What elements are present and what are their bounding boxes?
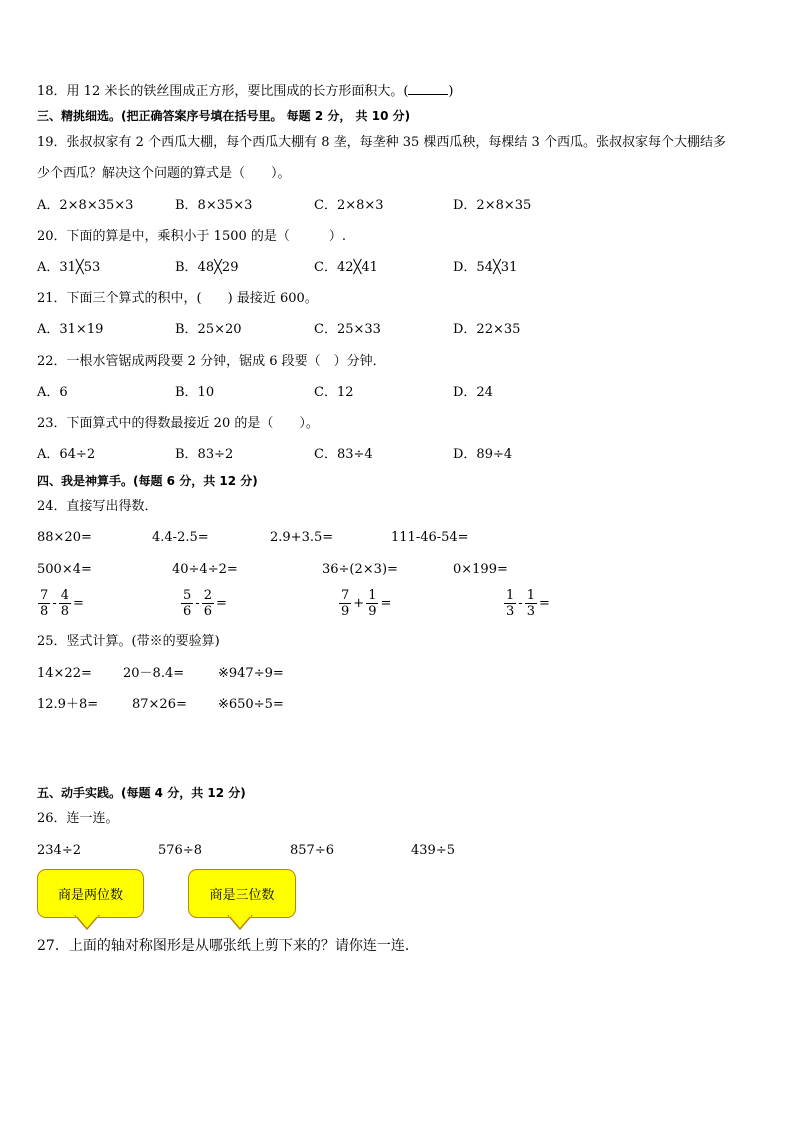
fraction-expression: $\frac{7}{9}$ + $\frac{1}{9}$ = xyxy=(341,588,392,619)
expression: 2.9+3.5= xyxy=(270,530,334,545)
expression: 0×199= xyxy=(453,562,508,577)
fraction-expression: $\frac{7}{8}$ - $\frac{4}{8}$ = xyxy=(40,588,84,619)
option-a[interactable]: A．31╳53 xyxy=(37,260,101,275)
bubble-three-digit[interactable] xyxy=(188,869,296,929)
option-d[interactable]: D．89÷4 xyxy=(453,447,513,462)
question-18: 18．用 12 米长的铁丝围成正方形，要比围成的长方形面积大。( ) xyxy=(37,84,454,99)
question-19-line-1: 19．张叔叔家有 2 个西瓜大棚，每个西瓜大棚有 8 垄，每垄种 35 棵西瓜秧，每棵结 3 个西瓜。张叔叔家每个大棚结多 xyxy=(37,135,726,150)
option-b[interactable]: B．83÷2 xyxy=(175,447,234,462)
question-23: 23．下面算式中的得数最接近 20 的是（ ）。 xyxy=(37,416,319,431)
division-expression[interactable]: 439÷5 xyxy=(411,843,455,858)
question-27: 27．上面的轴对称图形是从哪张纸上剪下来的？请你连一连. xyxy=(37,938,410,954)
expression: 40÷4÷2= xyxy=(172,562,238,577)
option-c[interactable]: C．12 xyxy=(314,385,354,400)
option-d[interactable]: D．22×35 xyxy=(453,322,521,337)
fraction-expression: $\frac{5}{6}$ - $\frac{2}{6}$ = xyxy=(183,588,227,619)
expression: 500×4= xyxy=(37,562,92,577)
expression: 88×20= xyxy=(37,530,92,545)
expression: 4.4-2.5= xyxy=(152,530,209,545)
bubble-label: 商是三位数 xyxy=(188,869,296,918)
expression: 12.9＋8= xyxy=(37,697,99,712)
division-expression[interactable]: 576÷8 xyxy=(158,843,202,858)
option-a[interactable]: A．31×19 xyxy=(37,322,104,337)
option-b[interactable]: B．25×20 xyxy=(175,322,242,337)
option-b[interactable]: B．8×35×3 xyxy=(175,198,253,213)
bubble-two-digit[interactable] xyxy=(37,869,145,929)
question-24: 24．直接写出得数． xyxy=(37,499,158,514)
option-a[interactable]: A．64÷2 xyxy=(37,447,96,462)
expression: 111-46-54= xyxy=(391,530,469,545)
division-expression[interactable]: 234÷2 xyxy=(37,843,81,858)
expression: 36÷(2×3)= xyxy=(322,562,398,577)
bubble-label: 商是两位数 xyxy=(37,869,144,918)
division-expression[interactable]: 857÷6 xyxy=(290,843,334,858)
question-26: 26．连一连。 xyxy=(37,811,119,826)
bubble-tail xyxy=(226,915,256,931)
option-d[interactable]: D．2×8×35 xyxy=(453,198,532,213)
option-d[interactable]: D．54╳31 xyxy=(453,260,518,275)
answer-blank[interactable] xyxy=(408,82,448,95)
option-c[interactable]: C．25×33 xyxy=(314,322,381,337)
option-b[interactable]: B．10 xyxy=(175,385,215,400)
option-a[interactable]: A．6 xyxy=(37,385,68,400)
expression: ※947÷9= xyxy=(218,666,284,681)
option-a[interactable]: A．2×8×35×3 xyxy=(37,198,134,213)
question-22: 22．一根水管锯成两段要 2 分钟，锯成 6 段要（ ）分钟． xyxy=(37,354,386,369)
expression: 87×26= xyxy=(132,697,187,712)
expression: 20－8.4= xyxy=(123,666,185,681)
fraction-expression: $\frac{1}{3}$ - $\frac{1}{3}$ = xyxy=(506,588,550,619)
bubble-tail xyxy=(73,915,103,931)
section-3-title: 三、精挑细选。(把正确答案序号填在括号里。 每题 2 分， 共 10 分) xyxy=(37,109,411,123)
question-20: 20．下面的算是中，乘积小于 1500 的是（ ）. xyxy=(37,229,347,244)
question-21: 21．下面三个算式的积中，( ) 最接近 600。 xyxy=(37,291,318,306)
section-4-title: 四、我是神算手。(每题 6 分，共 12 分) xyxy=(37,474,258,488)
option-c[interactable]: C．42╳41 xyxy=(314,260,378,275)
option-d[interactable]: D．24 xyxy=(453,385,493,400)
option-c[interactable]: C．2×8×3 xyxy=(314,198,384,213)
option-c[interactable]: C．83÷4 xyxy=(314,447,373,462)
question-25: 25．竖式计算。(带※的要验算) xyxy=(37,634,220,649)
section-5-title: 五、动手实践。(每题 4 分，共 12 分) xyxy=(37,786,246,800)
expression: ※650÷5= xyxy=(218,697,284,712)
question-18-text: 18．用 12 米长的铁丝围成正方形，要比围成的长方形面积大。( xyxy=(37,84,409,99)
question-19-line-2: 少个西瓜？解决这个问题的算式是（ ）。 xyxy=(37,166,291,181)
option-b[interactable]: B．48╳29 xyxy=(175,260,239,275)
expression: 14×22= xyxy=(37,666,92,681)
